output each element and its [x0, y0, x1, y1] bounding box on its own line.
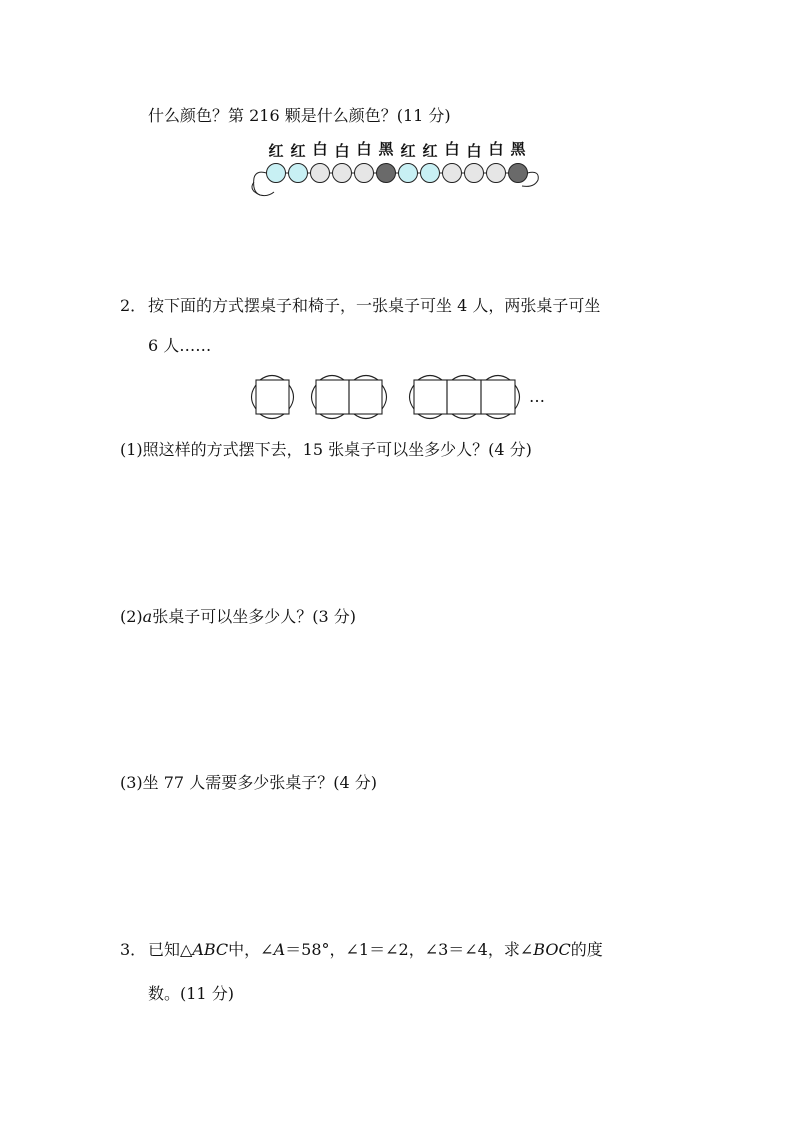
bead: [377, 164, 396, 183]
chair-left: [410, 385, 415, 409]
q2-sub2-prefix: (2): [120, 607, 143, 626]
bead: [289, 164, 308, 183]
q3-text-part: 已知△: [148, 940, 193, 959]
bead-label: 黑: [510, 140, 526, 158]
table-group-2: [312, 376, 387, 419]
chair-bottom: [452, 414, 476, 419]
bead: [333, 164, 352, 183]
chair-bottom: [260, 414, 284, 419]
chair-top: [452, 376, 476, 381]
table-group-3: [410, 376, 520, 419]
q2-text-line1: 按下面的方式摆桌子和椅子，一张桌子可坐 4 人，两张桌子可坐: [148, 296, 601, 315]
q3-var-abc: ABC: [192, 940, 229, 959]
bead: [355, 164, 374, 183]
bead: [311, 164, 330, 183]
table-group-1: [252, 376, 294, 419]
chair-right: [289, 385, 294, 409]
q3-text-part: ＝58°，∠1＝∠2，∠3＝∠4，求∠: [285, 940, 534, 959]
chair-left: [252, 385, 257, 409]
q2-sub2-variable: a: [142, 607, 153, 626]
bead-label: 红: [422, 142, 438, 160]
bead-label: 黑: [378, 140, 394, 158]
bead-label: 白: [356, 140, 372, 158]
bead: [399, 164, 418, 183]
chair-top: [354, 376, 378, 381]
q3-var-boc: BOC: [533, 940, 571, 959]
chair-bottom: [320, 414, 344, 419]
bead: [487, 164, 506, 183]
q2-number: 2．: [120, 296, 147, 315]
bead: [465, 164, 484, 183]
chair-bottom: [354, 414, 378, 419]
chair-top: [486, 376, 510, 381]
q2-sub2-rest: 张桌子可以坐多少人？(3 分): [152, 607, 356, 626]
table: [256, 380, 289, 414]
chair-top: [320, 376, 344, 381]
figure-ellipsis: …: [529, 387, 545, 406]
bead-label: 红: [400, 142, 416, 160]
bead: [267, 164, 286, 183]
bead-label: 白: [334, 142, 350, 160]
q2-sub2: [120, 607, 356, 627]
chair-bottom: [418, 414, 442, 419]
chair-top: [260, 376, 284, 381]
bead-label: 红: [268, 142, 284, 160]
q1-continuation-text: 什么颜色？第 216 颗是什么颜色？(11 分): [148, 106, 451, 125]
q3-var-a: A: [273, 940, 286, 959]
tables-chairs-figure: [246, 372, 556, 420]
q3-text-line1: [148, 940, 603, 960]
bead: [421, 164, 440, 183]
chair-right: [515, 385, 520, 409]
q3-text-part: 中，∠: [228, 940, 274, 959]
chair-bottom: [486, 414, 510, 419]
table: [447, 380, 481, 414]
table: [414, 380, 447, 414]
q3-number: 3．: [120, 940, 147, 959]
q3-text-line2: 数。(11 分): [148, 984, 234, 1003]
table: [349, 380, 382, 414]
bead-label: 白: [312, 140, 328, 158]
bead-string-figure: [246, 140, 552, 202]
chair-top: [418, 376, 442, 381]
q2-text-line2: 6 人……: [148, 336, 212, 355]
q2-sub1: (1)照这样的方式摆下去，15 张桌子可以坐多少人？(4 分): [120, 440, 532, 459]
q3-text-part: 的度: [570, 940, 603, 959]
bead-string-tail: [252, 182, 274, 196]
bead-label: 白: [488, 140, 504, 158]
bead: [443, 164, 462, 183]
table: [481, 380, 515, 414]
bead-label: 红: [290, 142, 306, 160]
table: [316, 380, 349, 414]
chair-right: [382, 385, 387, 409]
bead-label: 白: [444, 140, 460, 158]
bead: [509, 164, 528, 183]
bead-label: 白: [466, 142, 482, 160]
q2-sub3: (3)坐 77 人需要多少张桌子？(4 分): [120, 773, 377, 792]
chair-left: [312, 385, 317, 409]
